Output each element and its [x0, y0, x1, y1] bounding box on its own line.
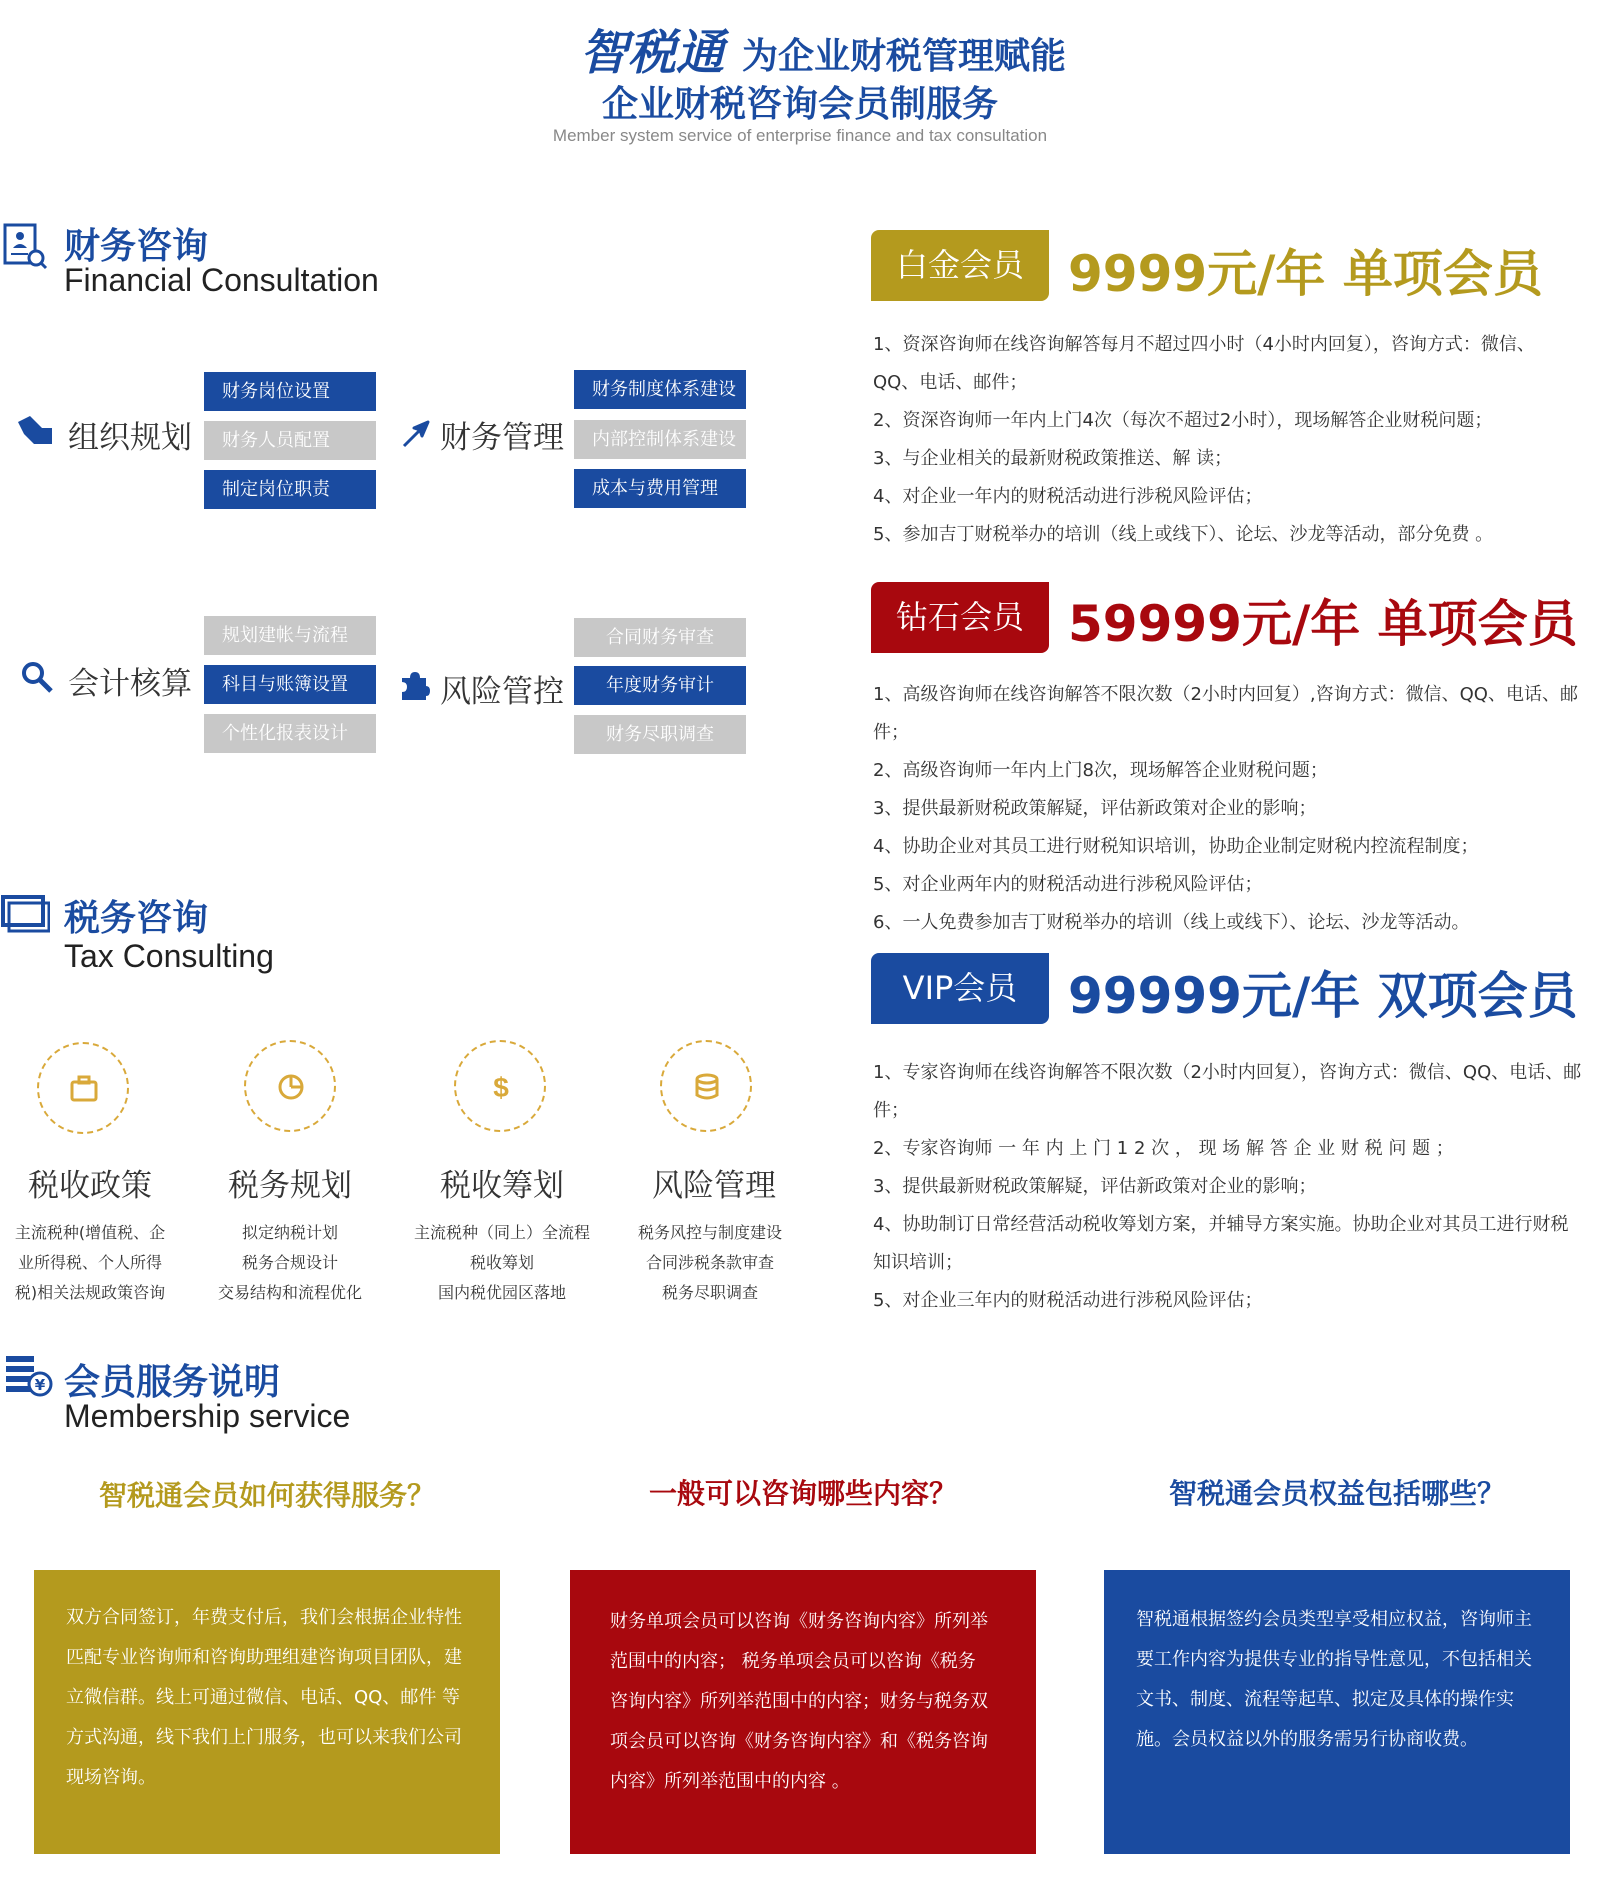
tier-line: 5、对企业三年内的财税活动进行涉税风险评估；: [873, 1290, 1263, 1311]
briefcase-icon: [69, 1074, 99, 1104]
puzzle-icon: [398, 670, 430, 702]
group-accounting: 会计核算: [68, 666, 192, 702]
tax-title-en: Tax Consulting: [64, 938, 274, 974]
tier-line: 件；: [873, 722, 909, 743]
handshake-icon: [16, 414, 54, 448]
tax-desc-line: 业所得税、个人所得: [17, 1253, 162, 1272]
tax-planning-circle: [244, 1040, 336, 1132]
header-tagline: 为企业财税管理赋能: [742, 36, 1067, 77]
tier-line: QQ、电话、邮件；: [873, 372, 1028, 393]
group-org-planning: 组织规划: [68, 420, 192, 456]
tax-item-name: 税务规划: [228, 1168, 352, 1204]
tier-line: 4、协助制订日常经营活动税收筹划方案，并辅导方案实施。协助企业对其员工进行财税: [873, 1214, 1569, 1235]
tier-line: 2、高级咨询师一年内上门8次，现场解答企业财税问题；: [873, 760, 1328, 781]
group-risk-control: 风险管控: [440, 674, 564, 710]
answer-line: 咨询内容》所列举范围中的内容；财务与税务双: [610, 1691, 988, 1712]
tax-desc-line: 国内税优园区落地: [437, 1283, 566, 1302]
tax-item-name: 税收政策: [28, 1168, 152, 1204]
tag-cost-management[interactable]: 成本与费用管理: [574, 469, 746, 508]
tag-due-diligence[interactable]: 财务尽职调查: [574, 715, 746, 754]
tier-line: 1、高级咨询师在线咨询解答不限次数（2小时内回复）,咨询方式：微信、QQ、电话、邮: [873, 684, 1578, 705]
tax-desc-line: 税收筹划: [469, 1253, 534, 1272]
tier-line: 3、提供最新财税政策解疑，评估新政策对企业的影响；: [873, 798, 1317, 819]
question-title-how: 智税通会员如何获得服务？: [98, 1479, 435, 1512]
membership-title-en: Membership service: [64, 1398, 351, 1434]
tier-line: 件；: [873, 1100, 909, 1121]
tag-bookkeeping-flow[interactable]: 规划建帐与流程: [204, 616, 376, 655]
tier-line: 6、一人免费参加吉丁财税举办的培训（线上或线下）、论坛、沙龙等活动。: [873, 912, 1470, 933]
answer-line: 项会员可以咨询《财务咨询内容》和《税务咨询: [610, 1731, 988, 1752]
tier-price-diamond: 59999元/年 单项会员: [1068, 595, 1578, 653]
document-person-icon: [2, 222, 48, 270]
tax-desc-line: 交易结构和流程优化: [217, 1283, 362, 1302]
tag-finance-system[interactable]: 财务制度体系建设: [574, 370, 746, 409]
brand-title: 智税通: [580, 25, 725, 81]
answer-line: 内容》所列举范围中的内容 。: [610, 1771, 850, 1792]
tag-custom-reports[interactable]: 个性化报表设计: [204, 714, 376, 753]
tax-desc-line: 税务尽职调查: [661, 1283, 758, 1302]
money-stack-icon: [2, 1352, 54, 1398]
tag-financial-position[interactable]: 财务岗位设置: [204, 372, 376, 411]
svg-text:$: $: [493, 1072, 509, 1102]
svg-text:¥: ¥: [34, 1376, 46, 1394]
answer-line: 范围中的内容； 税务单项会员可以咨询《税务: [610, 1651, 976, 1672]
tax-item-name: 税收筹划: [440, 1168, 564, 1204]
financial-title: 财务咨询: [64, 226, 209, 267]
answer-line: 现场咨询。: [66, 1767, 156, 1788]
answer-box-how: [34, 1570, 500, 1854]
pie-chart-icon: [276, 1072, 306, 1102]
answer-line: 方式沟通，线下我们上门服务，也可以来我们公司: [66, 1727, 462, 1748]
tax-desc-line: 合同涉税条款审查: [645, 1253, 774, 1272]
tier-badge-diamond: 钻石会员: [871, 582, 1049, 653]
answer-line: 智税通根据签约会员类型享受相应权益，咨询师主: [1136, 1609, 1532, 1630]
tax-desc-line: 拟定纳税计划: [241, 1223, 338, 1242]
tier-line: 知识培训；: [873, 1252, 963, 1273]
monitor-icon: [0, 894, 50, 934]
tier-line: 2、资深咨询师一年内上门4次（每次不超过2小时），现场解答企业财税问题；: [873, 410, 1493, 431]
tier-badge-platinum: 白金会员: [871, 230, 1049, 301]
tier-price-vip: 99999元/年 双项会员: [1068, 967, 1578, 1025]
group-financial-management: 财务管理: [440, 420, 564, 456]
tier-line: 4、对企业一年内的财税活动进行涉税风险评估；: [873, 486, 1263, 507]
question-title-what: 一般可以咨询哪些内容？: [648, 1477, 957, 1510]
tax-desc-line: 税务风控与制度建设: [637, 1223, 782, 1242]
tax-item-name: 风险管理: [652, 1168, 776, 1204]
tier-line: 1、资深咨询师在线咨询解答每月不超过四小时（4小时内回复），咨询方式：微信、: [873, 334, 1535, 355]
tier-line: 1、专家咨询师在线咨询解答不限次数（2小时内回复），咨询方式：微信、QQ、电话、邮: [873, 1062, 1582, 1083]
tier-line: 5、参加吉丁财税举办的培训（线上或线下）、论坛、沙龙等活动，部分免费 。: [873, 524, 1494, 545]
tax-desc-line: 税)相关法规政策咨询: [14, 1283, 166, 1302]
tax-item-desc: [200, 1218, 380, 1308]
tax-desc-line: 主流税种(增值税、企: [14, 1223, 166, 1242]
tax-item-desc: [0, 1218, 180, 1308]
membership-title: 会员服务说明: [64, 1362, 281, 1403]
arrow-up-right-icon: [400, 420, 430, 450]
tax-item-desc: [620, 1218, 800, 1308]
tag-accounts-ledgers[interactable]: 科目与账簿设置: [204, 665, 376, 704]
answer-box-rights: [1104, 1570, 1570, 1854]
tier-line: 2、专家咨询师 一 年 内 上 门 1 2 次 ， 现 场 解 答 企 业 财 税 问 题 ；: [873, 1138, 1454, 1159]
tax-arrangement-circle: [454, 1040, 546, 1132]
database-icon: [692, 1072, 722, 1102]
answer-line: 施。会员权益以外的服务需另行协商收费。: [1136, 1729, 1478, 1750]
dollar-icon: [486, 1072, 516, 1102]
tax-title: 税务咨询: [64, 898, 209, 939]
tier-line: 4、协助企业对其员工进行财税知识培训，协助企业制定财税内控流程制度；: [873, 836, 1479, 857]
header-subtitle: 企业财税咨询会员制服务: [601, 84, 998, 125]
risk-management-circle: [660, 1040, 752, 1132]
tag-job-duties[interactable]: 制定岗位职责: [204, 470, 376, 509]
answer-box-what: [570, 1570, 1036, 1854]
tier-badge-vip: VIP会员: [871, 953, 1049, 1024]
tax-policy-circle: [37, 1042, 129, 1134]
answer-line: 立微信群。线上可通过微信、电话、QQ、邮件 等: [66, 1687, 461, 1708]
tax-desc-line: 税务合规设计: [241, 1253, 338, 1272]
tag-staff-allocation[interactable]: 财务人员配置: [204, 421, 376, 460]
answer-line: 匹配专业咨询师和咨询助理组建咨询项目团队，建: [66, 1647, 462, 1668]
financial-title-en: Financial Consultation: [64, 262, 379, 298]
search-icon: [20, 660, 54, 694]
answer-line: 要工作内容为提供专业的指导性意见，不包括相关: [1136, 1649, 1532, 1670]
tier-line: 5、对企业两年内的财税活动进行涉税风险评估；: [873, 874, 1263, 895]
tier-line: 3、与企业相关的最新财税政策推送、解 读；: [873, 448, 1233, 469]
answer-line: 双方合同签订，年费支付后，我们会根据企业特性: [66, 1607, 462, 1628]
tax-desc-line: 主流税种（同上）全流程: [413, 1223, 590, 1242]
answer-line: 文书、制度、流程等起草、拟定及具体的操作实: [1136, 1689, 1514, 1710]
tag-contract-review[interactable]: 合同财务审查: [574, 618, 746, 657]
tag-annual-audit[interactable]: 年度财务审计: [574, 666, 746, 705]
tag-internal-control[interactable]: 内部控制体系建设: [574, 420, 746, 459]
tax-item-desc: [400, 1218, 604, 1308]
question-title-rights: 智税通会员权益包括哪些？: [1168, 1477, 1505, 1510]
tier-line: 3、提供最新财税政策解疑，评估新政策对企业的影响；: [873, 1176, 1317, 1197]
answer-line: 财务单项会员可以咨询《财务咨询内容》所列举: [610, 1611, 988, 1632]
tier-price-platinum: 9999元/年 单项会员: [1068, 245, 1543, 303]
header-subtitle-en: Member system service of enterprise finance and tax consultation: [552, 126, 1048, 145]
